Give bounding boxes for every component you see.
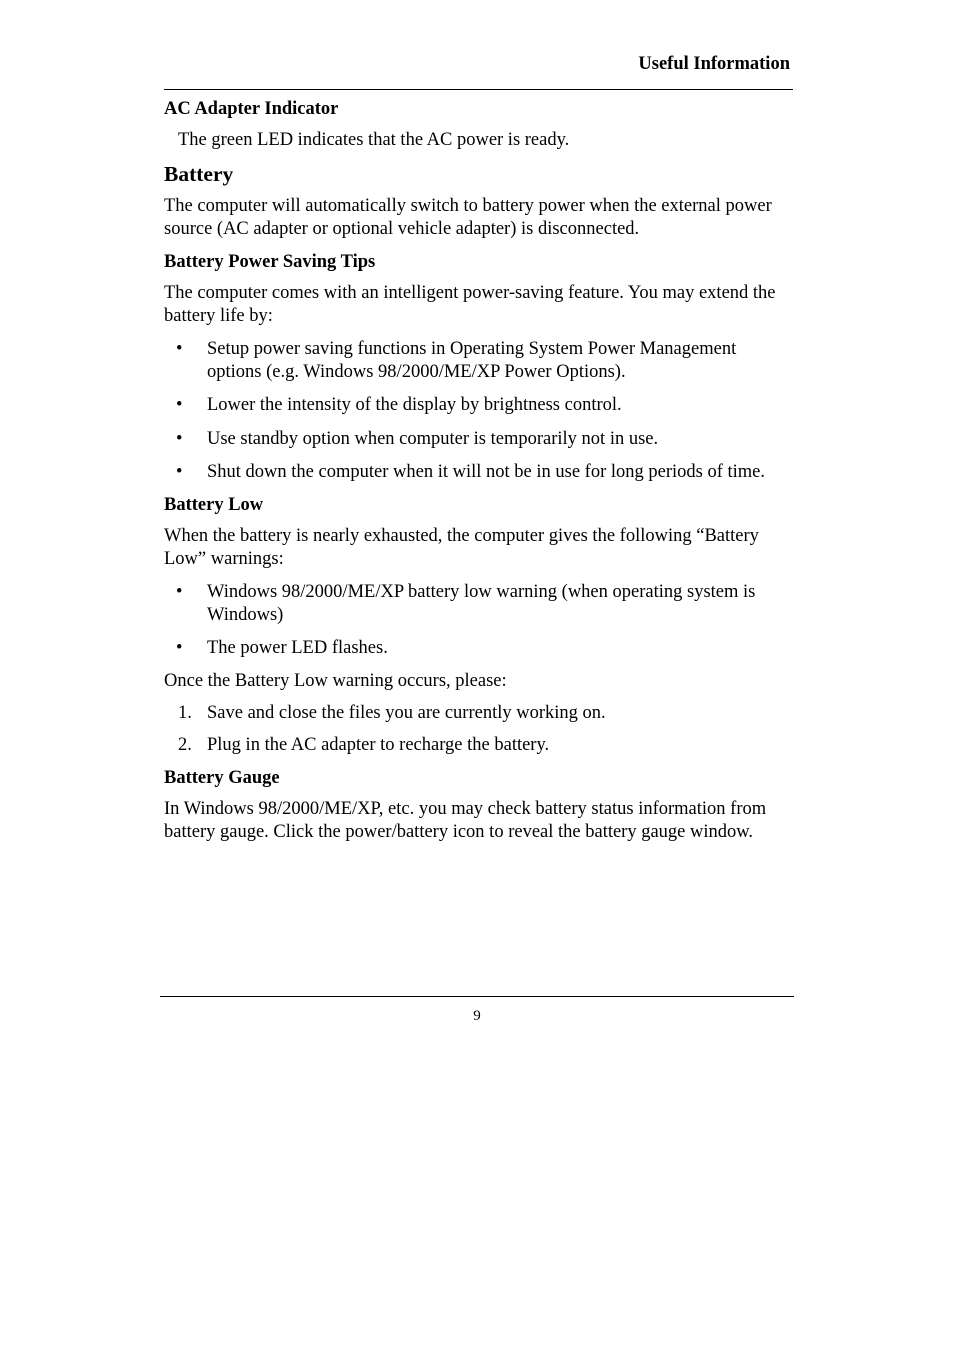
battery-low-warnings-list <box>164 581 793 660</box>
bullet-marker: • <box>176 638 183 658</box>
list-item <box>164 338 793 384</box>
list-item <box>164 734 793 757</box>
running-header: Useful Information <box>638 54 790 74</box>
list-item-text: The power LED flashes. <box>207 638 388 658</box>
list-item-text: Lower the intensity of the display by brightness control. <box>207 395 622 415</box>
list-item-text: Shut down the computer when it will not be in use for long periods of time. <box>207 462 765 482</box>
heading-ac-adapter-indicator: AC Adapter Indicator <box>164 99 339 119</box>
bullet-marker: • <box>176 395 183 415</box>
list-item-text: Save and close the files you are currently working on. <box>207 703 606 723</box>
list-item <box>164 637 793 660</box>
footer-rule <box>160 996 794 997</box>
list-item <box>164 394 793 417</box>
battery-low-followup: Once the Battery Low warning occurs, please: <box>164 671 507 691</box>
heading-battery-gauge: Battery Gauge <box>164 768 280 788</box>
battery-low-steps-list <box>164 702 793 757</box>
power-saving-tips-list <box>164 338 793 484</box>
list-item <box>164 461 793 484</box>
list-item <box>164 702 793 725</box>
list-item-text: Use standby option when computer is temporarily not in use. <box>207 429 659 449</box>
battery-text: The computer will automatically switch to battery power when the external power source (AC adapter or optional vehicle adapter) is disconnected. <box>164 196 772 239</box>
list-item <box>164 428 793 451</box>
ac-adapter-text: The green LED indicates that the AC power is ready. <box>178 130 570 150</box>
page-content <box>164 96 793 844</box>
list-item-text: Plug in the AC adapter to recharge the battery. <box>207 735 550 755</box>
step-number: 1. <box>178 703 192 723</box>
heading-battery-low: Battery Low <box>164 495 264 515</box>
bullet-marker: • <box>176 582 183 602</box>
heading-battery-power-saving-tips: Battery Power Saving Tips <box>164 252 376 272</box>
list-item-text: Windows 98/2000/ME/XP battery low warning (when operating system is Windows) <box>207 582 756 625</box>
list-item <box>164 581 793 627</box>
bullet-marker: • <box>176 339 183 359</box>
step-number: 2. <box>178 735 192 755</box>
bullet-marker: • <box>176 429 183 449</box>
battery-low-text: When the battery is nearly exhausted, the computer gives the following “Battery Low” warnings: <box>164 526 759 569</box>
header-rule <box>164 89 793 90</box>
bullet-marker: • <box>176 462 183 482</box>
power-saving-text: The computer comes with an intelligent power-saving feature. You may extend the battery life by: <box>164 283 776 326</box>
battery-gauge-text: In Windows 98/2000/ME/XP, etc. you may check battery status information from battery gauge. Click the power/battery icon to reveal the battery gauge window. <box>164 799 767 842</box>
page-number: 9 <box>473 1008 481 1024</box>
list-item-text: Setup power saving functions in Operating System Power Management options (e.g. Windows 98/2000/ME/XP Power Options). <box>207 339 737 382</box>
heading-battery: Battery <box>164 162 234 186</box>
